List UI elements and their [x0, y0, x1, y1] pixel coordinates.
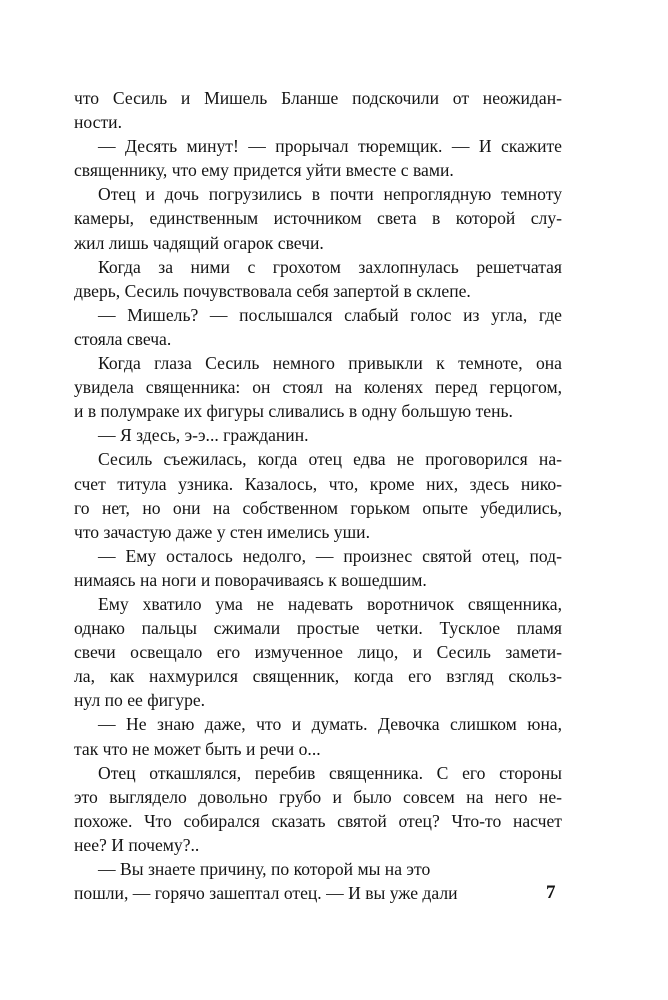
- text-line: Когда за ними с грохотом захлопнулась решетчатая: [98, 256, 562, 277]
- text-line: Когда глаза Сесиль немного привыкли к темноте, она: [98, 353, 562, 374]
- text-line: — Ему осталось недолго, — произнес святой отец, под-: [98, 545, 562, 566]
- text-line: что зачастую даже у стен имелись уши.: [74, 521, 370, 542]
- text-line: Отец и дочь погрузились в почти непроглядную темноту: [98, 184, 562, 205]
- text-line: — Десять минут! — прорычал тюремщик. — И скажите: [98, 136, 562, 157]
- text-line: однако пальцы сжимали простые четки. Тусклое пламя: [74, 618, 562, 639]
- text-line: нимаясь на ноги и поворачиваясь к вошедшим.: [74, 569, 427, 590]
- text-line: увидела священника: он стоял на коленях перед герцогом,: [74, 377, 562, 398]
- text-line: — Не знаю даже, что и думать. Девочка слишком юна,: [98, 714, 562, 735]
- text-line: Ему хватило ума не надевать воротничок священника,: [98, 593, 562, 614]
- body-text: [74, 86, 562, 905]
- text-line: жил лишь чадящий огарок свечи.: [74, 232, 324, 253]
- text-line: Сесиль съежилась, когда отец едва не проговорился на-: [98, 449, 562, 470]
- page-number: 7: [546, 882, 556, 903]
- text-line: — Я здесь, э-э... гражданин.: [98, 425, 309, 446]
- text-line: дверь, Сесиль почувствовала себя запертой в склепе.: [74, 280, 471, 301]
- text-line: го нет, но они на собственном горьком опыте убедились,: [74, 497, 562, 518]
- text-line: это выглядело довольно грубо и было совсем на него не-: [74, 786, 562, 807]
- text-line: что Сесиль и Мишель Бланше подскочили от неожидан-: [74, 88, 562, 108]
- text-line: так что не может быть и речи о...: [74, 738, 321, 759]
- text-line: камеры, единственным источником света в которой слу-: [74, 208, 562, 229]
- text-line: ности.: [74, 112, 122, 133]
- text-line: Отец откашлялся, перебив священника. С его стороны: [98, 762, 562, 783]
- text-line: нее? И почему?..: [74, 834, 200, 855]
- text-line: нул по ее фигуре.: [74, 690, 206, 711]
- text-line: счет титула узника. Казалось, что, кроме них, здесь нико-: [74, 473, 562, 494]
- text-line: — Мишель? — послышался слабый голос из угла, где: [98, 304, 562, 325]
- text-line: похоже. Что собирался сказать святой отец? Что-то насчет: [74, 810, 562, 831]
- text-line: пошли, — горячо зашептал отец. — И вы уже дали: [74, 883, 458, 904]
- text-line: — Вы знаете причину, по которой мы на это: [98, 859, 431, 879]
- text-line: стояла свеча.: [74, 328, 172, 349]
- text-line: и в полумраке их фигуры сливались в одну большую тень.: [74, 401, 513, 422]
- text-line: священнику, что ему придется уйти вместе с вами.: [74, 160, 454, 181]
- text-line: ла, как нахмурился священник, когда его взгляд скольз-: [74, 666, 562, 687]
- text-line: свечи освещало его измученное лицо, и Сесиль замети-: [74, 642, 562, 663]
